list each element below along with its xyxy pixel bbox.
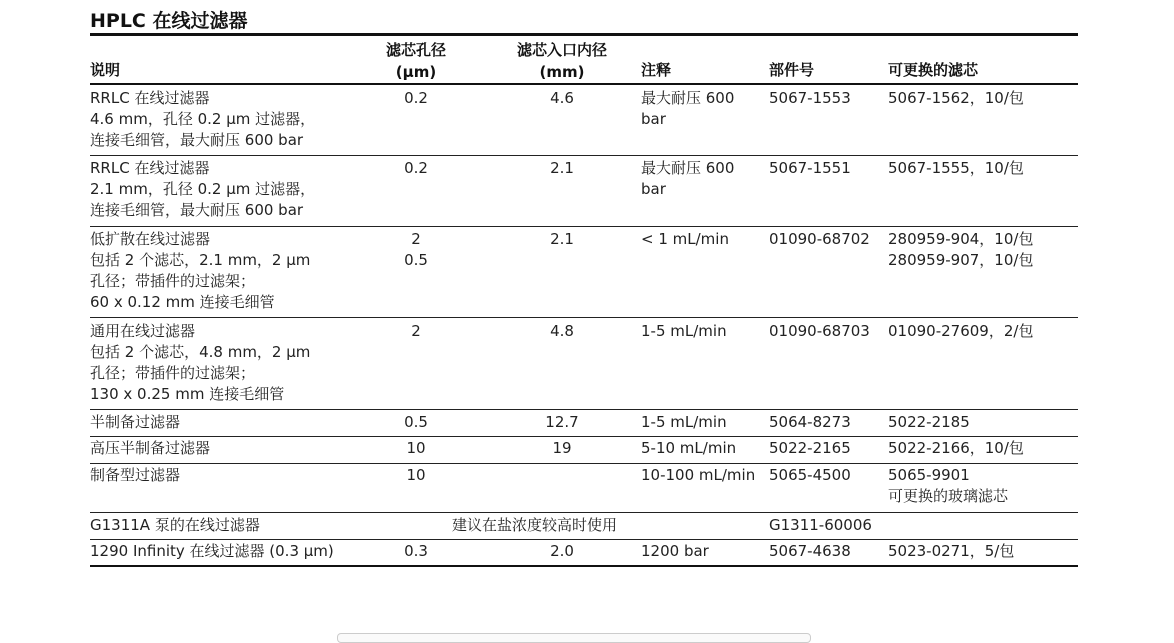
header-replace: 可更换的滤芯: [888, 61, 979, 79]
row-3-part-number: 01090-68702: [769, 230, 870, 248]
row-9-pore-line-1: 0.3: [404, 542, 428, 560]
row-4-desc-line-1: 通用在线过滤器: [90, 322, 196, 340]
row-6-inlet-line-1: 19: [552, 439, 572, 457]
header-part: 部件号: [769, 61, 815, 79]
row-2-desc-line-3: 连接毛细管，最大耐压 600 bar: [90, 201, 304, 219]
row-2-pore-line-1: 0.2: [404, 159, 428, 177]
row-9-replace-line-1: 5023-0271，5/包: [888, 542, 1015, 560]
row-7-desc-line-1: 制备型过滤器: [90, 466, 181, 484]
row-4-desc-line-4: 130 x 0.25 mm 连接毛细管: [90, 385, 285, 403]
row-3-pore-line-2: 0.5: [404, 251, 428, 269]
row-6-desc-line-1: 高压半制备过滤器: [90, 439, 211, 457]
row-7-replace-line-2: 可更换的玻璃滤芯: [888, 487, 1009, 505]
row-3-desc-line-2: 包括 2 个滤芯，2.1 mm，2 μm: [90, 251, 311, 269]
row-8-desc-line-1: G1311A 泵的在线过滤器: [90, 516, 260, 534]
row-2-divider: [90, 226, 1078, 227]
row-2-desc-line-1: RRLC 在线过滤器: [90, 159, 210, 177]
row-4-part-number: 01090-68703: [769, 322, 870, 340]
row-7-divider: [90, 512, 1078, 513]
row-3-inlet-line-1: 2.1: [550, 230, 574, 248]
row-1-inlet-line-1: 4.6: [550, 89, 574, 107]
row-4-divider: [90, 409, 1078, 410]
row-5-part-number: 5064-8273: [769, 413, 851, 431]
row-7-note-line-1: 10-100 mL/min: [641, 466, 756, 484]
row-3-desc-line-3: 孔径；带插件的过滤架；: [90, 272, 256, 290]
row-1-divider: [90, 155, 1078, 156]
row-5-pore-line-1: 0.5: [404, 413, 428, 431]
row-7-replace-line-1: 5065-9901: [888, 466, 970, 484]
row-5-inlet-line-1: 12.7: [545, 413, 579, 431]
row-4-inlet-line-1: 4.8: [550, 322, 574, 340]
row-2-inlet-line-1: 2.1: [550, 159, 574, 177]
row-3-desc-line-4: 60 x 0.12 mm 连接毛细管: [90, 293, 275, 311]
row-2-desc-line-2: 2.1 mm，孔径 0.2 μm 过滤器，: [90, 180, 316, 198]
header-note: 注释: [641, 61, 672, 79]
row-3-replace-line-2: 280959-907，10/包: [888, 251, 1034, 269]
row-7-part-number: 5065-4500: [769, 466, 851, 484]
row-9-divider: [90, 565, 1078, 567]
row-3-replace-line-1: 280959-904，10/包: [888, 230, 1034, 248]
row-8-part-number: G1311-60006: [769, 516, 872, 534]
row-4-desc-line-2: 包括 2 个滤芯，4.8 mm，2 μm: [90, 343, 311, 361]
row-2-note-line-2: bar: [641, 180, 666, 198]
row-9-note-line-1: 1200 bar: [641, 542, 709, 560]
page-title: HPLC 在线过滤器: [90, 10, 248, 32]
row-6-part-number: 5022-2165: [769, 439, 851, 457]
row-5-desc-line-1: 半制备过滤器: [90, 413, 181, 431]
header-pore-line2: (μm): [395, 63, 437, 81]
row-1-desc-line-1: RRLC 在线过滤器: [90, 89, 210, 107]
row-4-pore-line-1: 2: [411, 322, 421, 340]
row-3-divider: [90, 317, 1078, 318]
row-1-note-line-2: bar: [641, 110, 666, 128]
row-3-desc-line-1: 低扩散在线过滤器: [90, 230, 211, 248]
row-1-pore-line-1: 0.2: [404, 89, 428, 107]
header-desc: 说明: [90, 61, 121, 79]
header-pore-line1: 滤芯孔径: [385, 41, 446, 59]
row-7-pore-line-1: 10: [406, 466, 426, 484]
row-1-desc-line-3: 连接毛细管，最大耐压 600 bar: [90, 131, 304, 149]
page-bottom-edge: [337, 633, 811, 643]
row-3-note-line-1: < 1 mL/min: [641, 230, 729, 248]
header-inlet-line1: 滤芯入口内径: [516, 41, 607, 59]
row-9-desc-line-1: 1290 Infinity 在线过滤器 (0.3 μm): [90, 542, 334, 560]
row-9-part-number: 5067-4638: [769, 542, 851, 560]
row-3-pore-line-1: 2: [411, 230, 421, 248]
row-1-desc-line-2: 4.6 mm，孔径 0.2 μm 过滤器，: [90, 110, 316, 128]
row-6-pore-line-1: 10: [406, 439, 426, 457]
row-2-replace-line-1: 5067-1555，10/包: [888, 159, 1024, 177]
row-1-note-line-1: 最大耐压 600: [641, 89, 735, 107]
row-4-desc-line-3: 孔径；带插件的过滤架；: [90, 364, 256, 382]
row-5-note-line-1: 1-5 mL/min: [641, 413, 727, 431]
row-1-part-number: 5067-1553: [769, 89, 851, 107]
row-8-span-note: 建议在盐浓度较高时使用: [452, 516, 618, 534]
row-4-replace-line-1: 01090-27609，2/包: [888, 322, 1034, 340]
row-2-part-number: 5067-1551: [769, 159, 851, 177]
row-5-replace-line-1: 5022-2185: [888, 413, 970, 431]
row-1-replace-line-1: 5067-1562，10/包: [888, 89, 1024, 107]
row-4-note-line-1: 1-5 mL/min: [641, 322, 727, 340]
row-6-replace-line-1: 5022-2166，10/包: [888, 439, 1024, 457]
header-inlet-line2: (mm): [539, 63, 585, 81]
row-9-inlet-line-1: 2.0: [550, 542, 574, 560]
row-6-note-line-1: 5-10 mL/min: [641, 439, 737, 457]
row-2-note-line-1: 最大耐压 600: [641, 159, 735, 177]
